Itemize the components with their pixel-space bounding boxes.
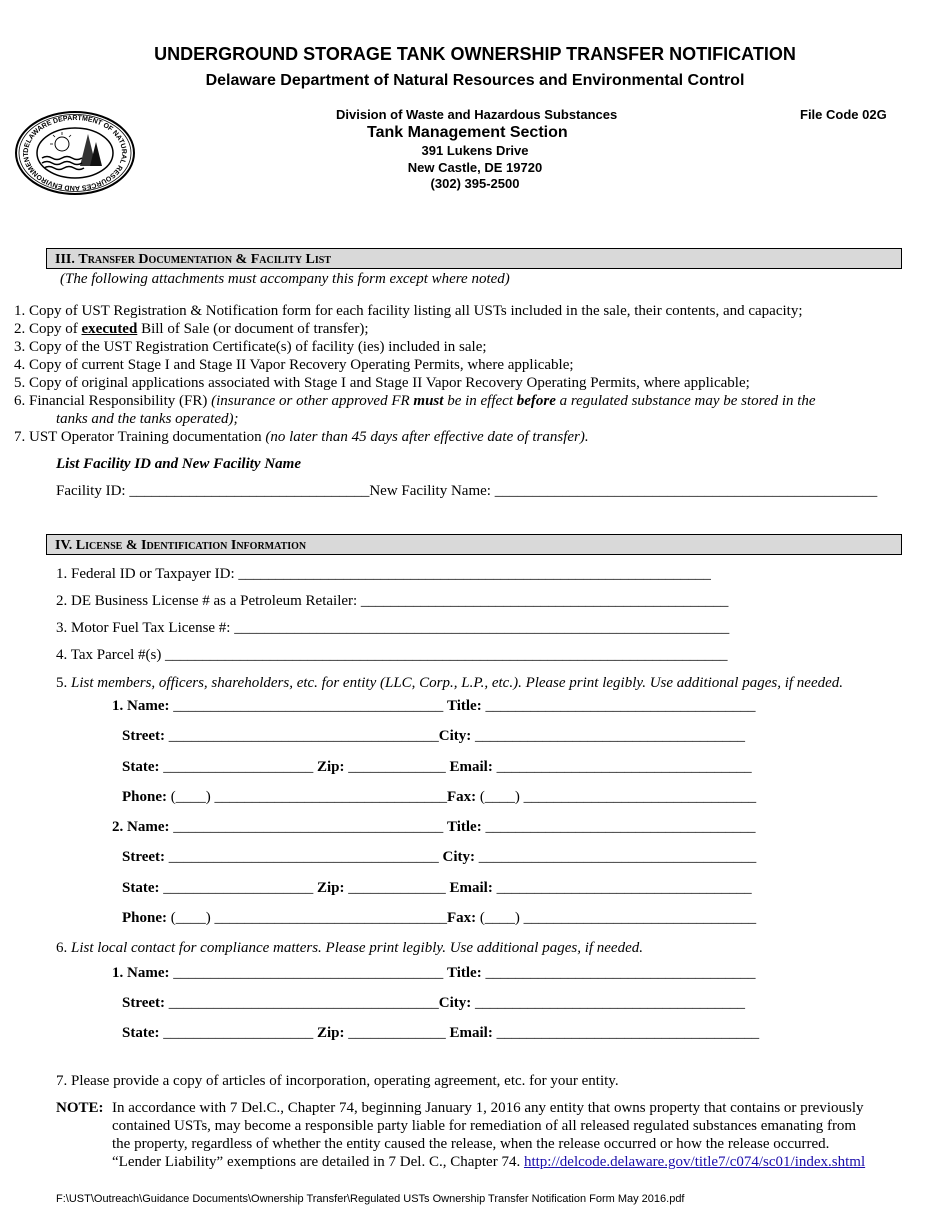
attachment-item-7: 7. UST Operator Training documentation (no later than 45 days after effective date of transfer). (14, 429, 589, 445)
note-label: NOTE: (56, 1100, 104, 1116)
note-line-1: In accordance with 7 Del.C., Chapter 74, beginning January 1, 2016 any entity that owns property that contains or previously (112, 1100, 864, 1116)
member-2-street-row[interactable]: Street: ____________________________________ City: _____________________________________ (122, 849, 757, 865)
attachment-item-6-cont: tanks and the tanks operated); (56, 411, 239, 427)
section-4-number: IV. (55, 538, 73, 553)
articles-instruction: 7. Please provide a copy of articles of incorporation, operating agreement, etc. for your entity. (56, 1073, 619, 1089)
member-2-state-row[interactable]: State: ____________________ Zip: _____________ Email: __________________________________ (122, 880, 752, 896)
contact-street-row[interactable]: Street: ____________________________________City: ____________________________________ (122, 995, 746, 1011)
section-3-number: III. (55, 252, 75, 267)
section-3-intro: (The following attachments must accompany this form except where noted) (60, 271, 510, 287)
section-4-header (46, 534, 902, 555)
section-name: Tank Management Section (367, 124, 568, 141)
footer-file-path: F:\UST\Outreach\Guidance Documents\Ownership Transfer\Regulated USTs Ownership Transfer Notification Form May 2016.pdf (56, 1193, 685, 1205)
attachment-item-6: 6. Financial Responsibility (FR) (insurance or other approved FR must be in effect before a regulated substance may be stored in the (14, 393, 816, 409)
attachment-item-4: 4. Copy of current Stage I and Stage II Vapor Recovery Operating Permits, where applicable; (14, 357, 574, 373)
attachment-item-3: 3. Copy of the UST Registration Certificate(s) of facility (ies) included in sale; (14, 339, 487, 355)
facility-id-line[interactable]: Facility ID: ________________________________New Facility Name: ___________________________________________________ (56, 483, 878, 499)
members-instruction: 5. List members, officers, shareholders, etc. for entity (LLC, Corp., L.P., etc.). Please print legibly. Use additional pages, if needed. (56, 675, 844, 691)
address-street: 391 Lukens Drive (421, 143, 529, 158)
form-title: UNDERGROUND STORAGE TANK OWNERSHIP TRANSFER NOTIFICATION (154, 44, 796, 64)
member-1-state-row[interactable]: State: ____________________ Zip: _____________ Email: __________________________________ (122, 759, 752, 775)
note-line-3: the property, regardless of whether the entity caused the release, when the release occurred or how the release occurred. (112, 1136, 830, 1152)
section-3-header (46, 248, 902, 269)
member-1-name-row[interactable]: 1. Name: ____________________________________ Title: ____________________________________ (112, 698, 756, 714)
section-4-title: License & Identification Information (75, 538, 307, 553)
attachment-item-5: 5. Copy of original applications associated with Stage I and Stage II Vapor Recovery Operating Permits, where applicable; (14, 375, 750, 391)
address-phone: (302) 395-2500 (430, 176, 520, 191)
delcode-link[interactable]: http://delcode.delaware.gov/title7/c074/sc01/index.shtml (523, 1154, 866, 1170)
local-contact-instruction: 6. List local contact for compliance matters. Please print legibly. Use additional pages, if needed. (56, 940, 643, 956)
tax-parcel-field[interactable]: 4. Tax Parcel #(s) ___________________________________________________________________________ (56, 647, 728, 663)
svg-text:DELAWARE DEPARTMENT OF NATURAL: DELAWARE DEPARTMENT OF NATURAL RESOURCES AND ENVIRONMENT (22, 114, 128, 192)
federal-id-field[interactable]: 1. Federal ID or Taxpayer ID: _______________________________________________________________ (56, 566, 711, 582)
business-license-field[interactable]: 2. DE Business License # as a Petroleum Retailer: _________________________________________________ (56, 593, 729, 609)
facility-list-heading: List Facility ID and New Facility Name (56, 456, 301, 472)
member-2-phone-row[interactable]: Phone: (____) _______________________________Fax: (____) _______________________________ (122, 910, 757, 926)
attachment-item-1: 1. Copy of UST Registration & Notification form for each facility listing all USTs included in the sale, their contents, and capacity; (14, 303, 803, 319)
member-1-phone-row[interactable]: Phone: (____) _______________________________Fax: (____) _______________________________ (122, 789, 757, 805)
note-line-4: “Lender Liability” exemptions are detailed in 7 Del. C., Chapter 74. http://delcode.delaware.gov/title7/c074/sc01/index.shtml (112, 1154, 866, 1170)
contact-name-row[interactable]: 1. Name: ____________________________________ Title: ____________________________________ (112, 965, 756, 981)
file-code: File Code 02G (800, 107, 887, 122)
member-1-street-row[interactable]: Street: ____________________________________City: ____________________________________ (122, 728, 746, 744)
contact-state-row[interactable]: State: ____________________ Zip: _____________ Email: ___________________________________ (122, 1025, 760, 1041)
motor-fuel-license-field[interactable]: 3. Motor Fuel Tax License #: __________________________________________________________________ (56, 620, 730, 636)
note-line-2: contained USTs, may become a responsible party liable for remediation of all released regulated substances emanating from (112, 1118, 857, 1134)
division-name: Division of Waste and Hazardous Substances (336, 107, 618, 122)
section-3-title: Transfer Documentation & Facility List (78, 252, 332, 267)
attachment-item-2: 2. Copy of executed Bill of Sale (or document of transfer); (14, 321, 369, 337)
member-2-name-row[interactable]: 2. Name: ____________________________________ Title: ____________________________________ (112, 819, 756, 835)
address-city: New Castle, DE 19720 (407, 160, 543, 175)
department-name: Delaware Department of Natural Resources and Environmental Control (205, 72, 745, 89)
